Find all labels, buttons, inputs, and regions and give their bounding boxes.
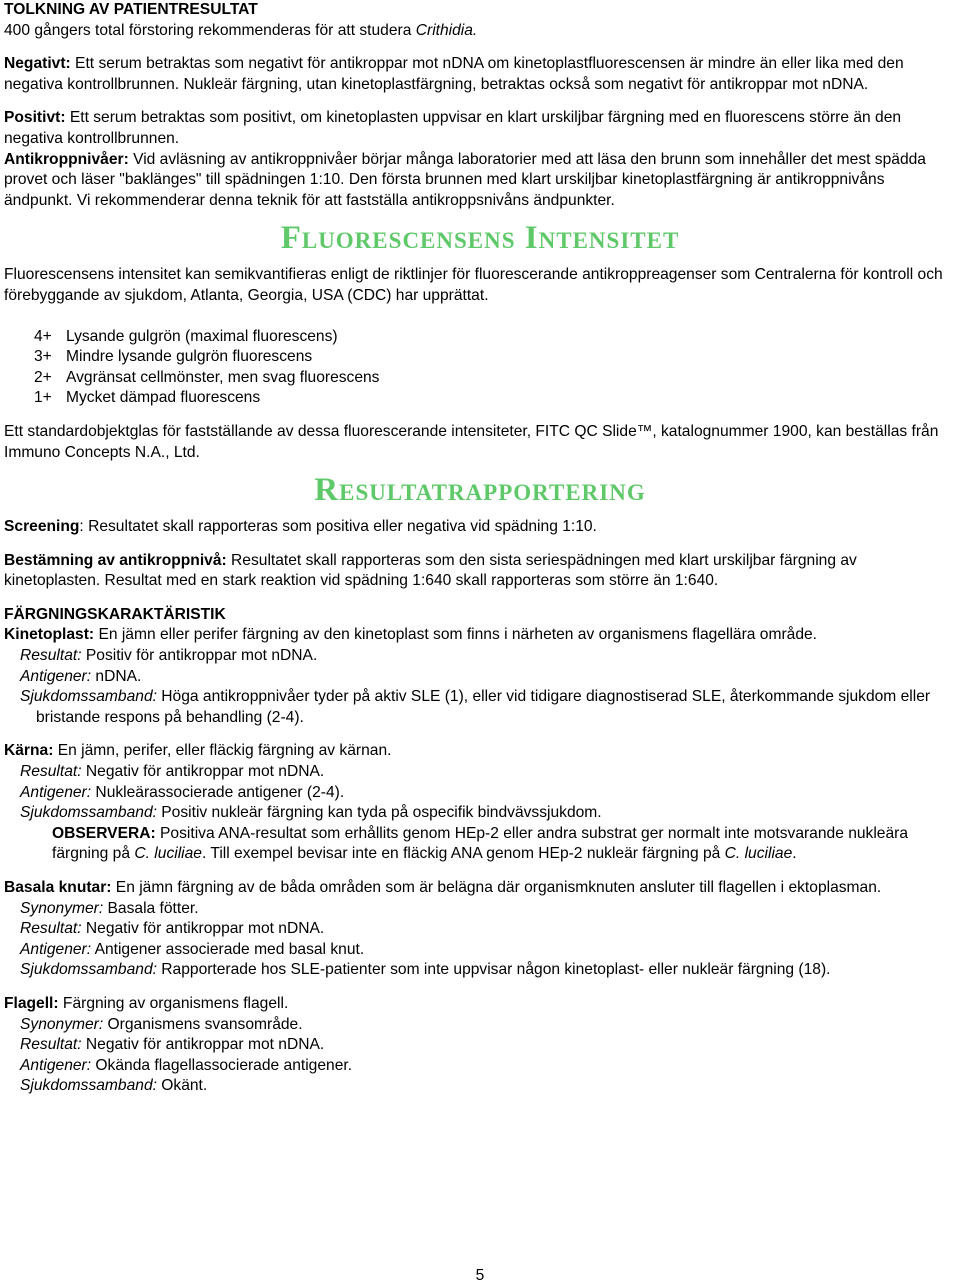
heading-result-reporting: Resultatrapportering: [314, 472, 646, 509]
kinetoplast-result: Resultat: Positiv för antikroppar mot nDNA.: [20, 647, 318, 665]
grade-list: [4, 327, 956, 409]
page-number: 5: [475, 1267, 485, 1284]
heading-fluorescence-intensity: Fluorescensens Intensitet: [280, 220, 680, 257]
flagella-antigen: Antigener: Okända flagellassocierade antigener.: [20, 1056, 353, 1074]
kinetoplast-antigen: Antigener: nDNA.: [20, 667, 142, 685]
basal-paragraph: Basala knutar: En jämn färgning av de båda områden som är belägna där organismknuten ansluter till flagellen i ektoplasman.: [4, 879, 882, 896]
staining-title: FÄRGNINGSKARAKTÄRISTIK: [4, 605, 226, 623]
document-page: [4, 0, 956, 1097]
basal-disease: Sjukdomssamband: Rapporterade hos SLE-patienter som inte uppvisar någon kinetoplast- eller nukleär färgning (18).: [20, 961, 831, 979]
section-title-interpretation: TOLKNING AV PATIENTRESULTAT: [4, 1, 258, 18]
kinetoplast-paragraph: Kinetoplast: En jämn eller perifer färgning av den kinetoplast som finns i närheten av organismens flagellära område.: [4, 626, 818, 644]
grade-item: 3+ Mindre lysande gulgrön fluorescens: [34, 348, 313, 366]
fluorescence-intro: Fluorescensens intensitet kan semikvantifieras enligt de riktlinjer för fluorescerande antikroppreagenser som Centralerna för kontroll och förebyggande av sjukdom, Atlanta, Georgia, USA (CDC) har upprättat.: [4, 266, 943, 304]
positive-paragraph: Positivt: Ett serum betraktas som positivt, om kinetoplasten uppvisar en klart urskiljbar färgning med en fluorescens större än den negativa kontrollbrunnen.: [4, 109, 902, 147]
kinetoplast-disease: Sjukdomssamband: Höga antikroppnivåer tyder på aktiv SLE (1), eller vid tidigare diagnostiserad SLE, återkommande sjukdom eller bristande respons på behandling (2-4).: [20, 688, 931, 726]
flagella-paragraph: Flagell: Färgning av organismens flagell.: [4, 994, 289, 1012]
nuclei-result: Resultat: Negativ för antikroppar mot nDNA.: [20, 763, 325, 781]
titer-paragraph: Bestämning av antikroppnivå: Resultatet skall rapporteras som den sista seriespädningen med klart urskiljbar färgning av kinetoplasten. Resultat med en stark reaktion vid spädning 1:640 skall rapporteras som större än 1:640.: [4, 551, 857, 590]
flagella-disease: Sjukdomssamband: Okänt.: [20, 1077, 208, 1095]
nuclei-note: OBSERVERA: Positiva ANA-resultat som erhållits genom HEp-2 eller andra substrat ger normalt inte motsvarande nukleära färgning på C. luciliae. Till exempel bevisar inte en fläckig ANA genom HEp-2 nukleär färgning på C. luciliae.: [52, 824, 909, 863]
grade-item: 1+ Mycket dämpad fluorescens: [34, 389, 261, 407]
nuclei-antigen: Antigener: Nukleärassocierade antigener (2-4).: [20, 783, 345, 801]
antibody-level-paragraph: Antikroppnivåer: Vid avläsning av antikroppnivåer börjar många laboratorier med att läsa den brunn som innehåller det mest spädda provet och läser "baklänges" till spädningen 1:10. Den första brunnen med klart urskiljbar kinetoplastfärgning är antikroppnivåns ändpunkt. Vi rekommenderar denna teknik för att fastställa antikroppsnivåns ändpunkter.: [4, 150, 926, 209]
grade-item: 2+ Avgränsat cellmönster, men svag fluorescens: [34, 368, 380, 386]
screening-paragraph: Screening: Resultatet skall rapporteras som positiva eller negativa vid spädning 1:10.: [4, 518, 597, 536]
nuclei-paragraph: Kärna: En jämn, perifer, eller fläckig färgning av kärnan.: [4, 742, 392, 760]
flagella-result: Resultat: Negativ för antikroppar mot nDNA.: [20, 1036, 325, 1054]
magnification-note: 400 gångers total förstoring rekommenderas för att studera Crithidia.: [4, 21, 478, 39]
qc-slide-paragraph: Ett standardobjektglas för fastställande av dessa fluorescerande intensiteter, FITC QC Slide™, katalognummer 1900, kan beställas från Immuno Concepts N.A., Ltd.: [4, 422, 939, 461]
basal-antigen: Antigener: Antigener associerade med basal knut.: [20, 940, 365, 958]
flagella-synonyms: Synonymer: Organismens svansområde.: [20, 1015, 303, 1033]
grade-item: 4+ Lysande gulgrön (maximal fluorescens): [34, 327, 338, 345]
nuclei-disease: Sjukdomssamband: Positiv nukleär färgning kan tyda på ospecifik bindvävssjukdom.: [20, 804, 602, 822]
basal-result: Resultat: Negativ för antikroppar mot nDNA.: [20, 920, 325, 938]
basal-synonyms: Synonymer: Basala fötter.: [20, 899, 199, 917]
negative-paragraph: Negativt: Ett serum betraktas som negativt för antikroppar mot nDNA om kinetoplastfluorescensen är mindre än eller lika med den negativa kontrollbrunnen. Nukleär färgning, utan kinetoplastfärgning, betraktas också som negativt för antikroppar mot nDNA.: [4, 55, 904, 93]
